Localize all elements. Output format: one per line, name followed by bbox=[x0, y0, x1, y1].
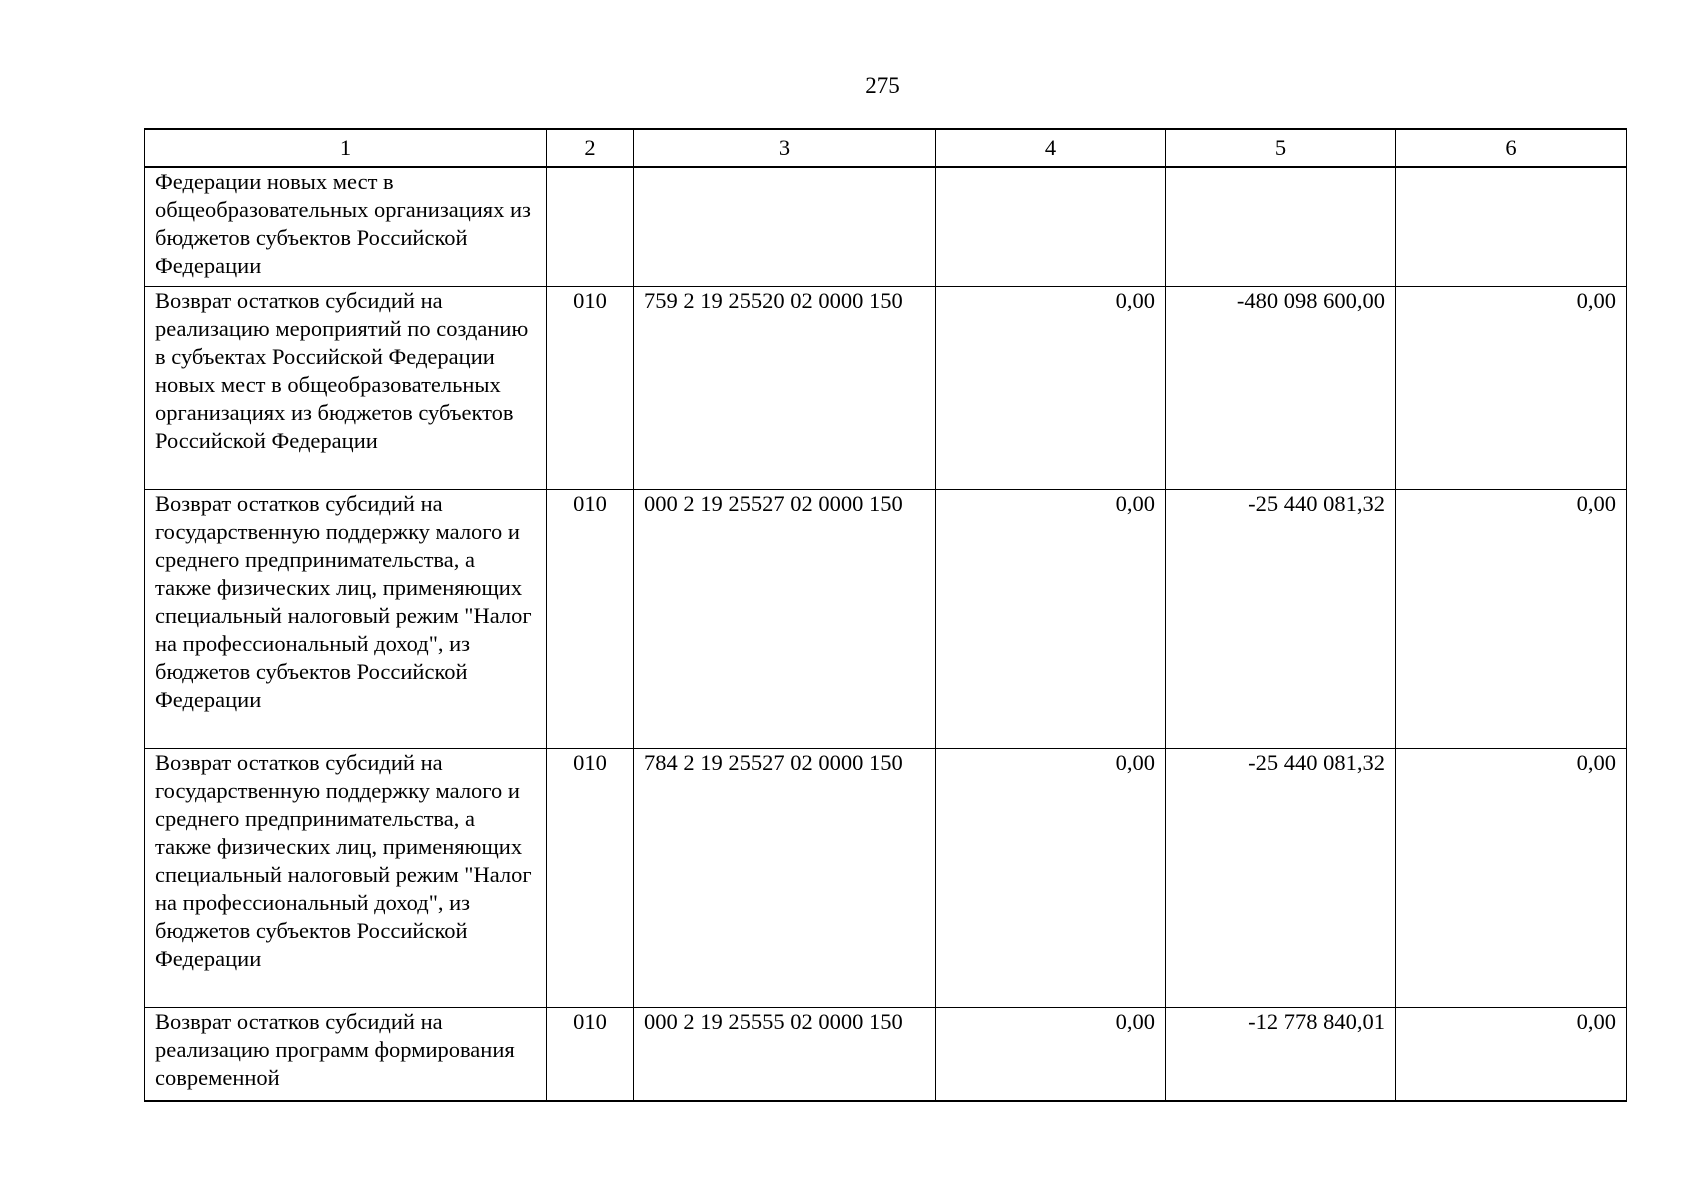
cell-budget-code: 000 2 19 25555 02 0000 150 bbox=[634, 1008, 936, 1102]
cell-value-4 bbox=[936, 167, 1166, 287]
cell-name: Возврат остатков субсидий на государственную поддержку малого и среднего предпринимательства, а также физических лиц, применяющих специальный налоговый режим "Налог на профессиональный доход", из бюджетов субъектов Российской Федерации bbox=[145, 490, 547, 749]
cell-value-6: 0,00 bbox=[1396, 749, 1627, 1008]
cell-admin-code: 010 bbox=[547, 1008, 634, 1102]
cell-value-5: -12 778 840,01 bbox=[1166, 1008, 1396, 1102]
budget-table bbox=[144, 128, 1627, 1102]
header-col-1: 1 bbox=[145, 129, 547, 167]
header-col-6: 6 bbox=[1396, 129, 1627, 167]
cell-value-5: -480 098 600,00 bbox=[1166, 287, 1396, 490]
cell-value-6 bbox=[1396, 167, 1627, 287]
header-row bbox=[145, 129, 1627, 167]
cell-name: Возврат остатков субсидий на государственную поддержку малого и среднего предпринимательства, а также физических лиц, применяющих специальный налоговый режим "Налог на профессиональный доход", из бюджетов субъектов Российской Федерации bbox=[145, 749, 547, 1008]
cell-budget-code: 000 2 19 25527 02 0000 150 bbox=[634, 490, 936, 749]
cell-value-4: 0,00 bbox=[936, 1008, 1166, 1102]
table-row bbox=[145, 490, 1627, 749]
header-col-2: 2 bbox=[547, 129, 634, 167]
cell-budget-code bbox=[634, 167, 936, 287]
cell-value-5: -25 440 081,32 bbox=[1166, 749, 1396, 1008]
cell-value-6: 0,00 bbox=[1396, 490, 1627, 749]
cell-value-5: -25 440 081,32 bbox=[1166, 490, 1396, 749]
table-row bbox=[145, 287, 1627, 490]
cell-admin-code: 010 bbox=[547, 287, 634, 490]
cell-value-6: 0,00 bbox=[1396, 1008, 1627, 1102]
cell-name: Возврат остатков субсидий на реализацию мероприятий по созданию в субъектах Российской Федерации новых мест в общеобразовательных организациях из бюджетов субъектов Российской Федерации bbox=[145, 287, 547, 490]
header-col-3: 3 bbox=[634, 129, 936, 167]
cell-budget-code: 784 2 19 25527 02 0000 150 bbox=[634, 749, 936, 1008]
cell-name: Федерации новых мест в общеобразовательных организациях из бюджетов субъектов Российской Федерации bbox=[145, 167, 547, 287]
header-col-5: 5 bbox=[1166, 129, 1396, 167]
cell-admin-code: 010 bbox=[547, 490, 634, 749]
table-row bbox=[145, 749, 1627, 1008]
cell-value-4: 0,00 bbox=[936, 287, 1166, 490]
cell-value-5 bbox=[1166, 167, 1396, 287]
cell-value-6: 0,00 bbox=[1396, 287, 1627, 490]
cell-value-4: 0,00 bbox=[936, 749, 1166, 1008]
cell-admin-code bbox=[547, 167, 634, 287]
cell-name: Возврат остатков субсидий на реализацию программ формирования современной bbox=[145, 1008, 547, 1102]
cell-budget-code: 759 2 19 25520 02 0000 150 bbox=[634, 287, 936, 490]
cell-value-4: 0,00 bbox=[936, 490, 1166, 749]
page-number: 275 bbox=[865, 73, 900, 98]
header-col-4: 4 bbox=[936, 129, 1166, 167]
table-row bbox=[145, 167, 1627, 287]
table-row bbox=[145, 1008, 1627, 1102]
cell-admin-code: 010 bbox=[547, 749, 634, 1008]
